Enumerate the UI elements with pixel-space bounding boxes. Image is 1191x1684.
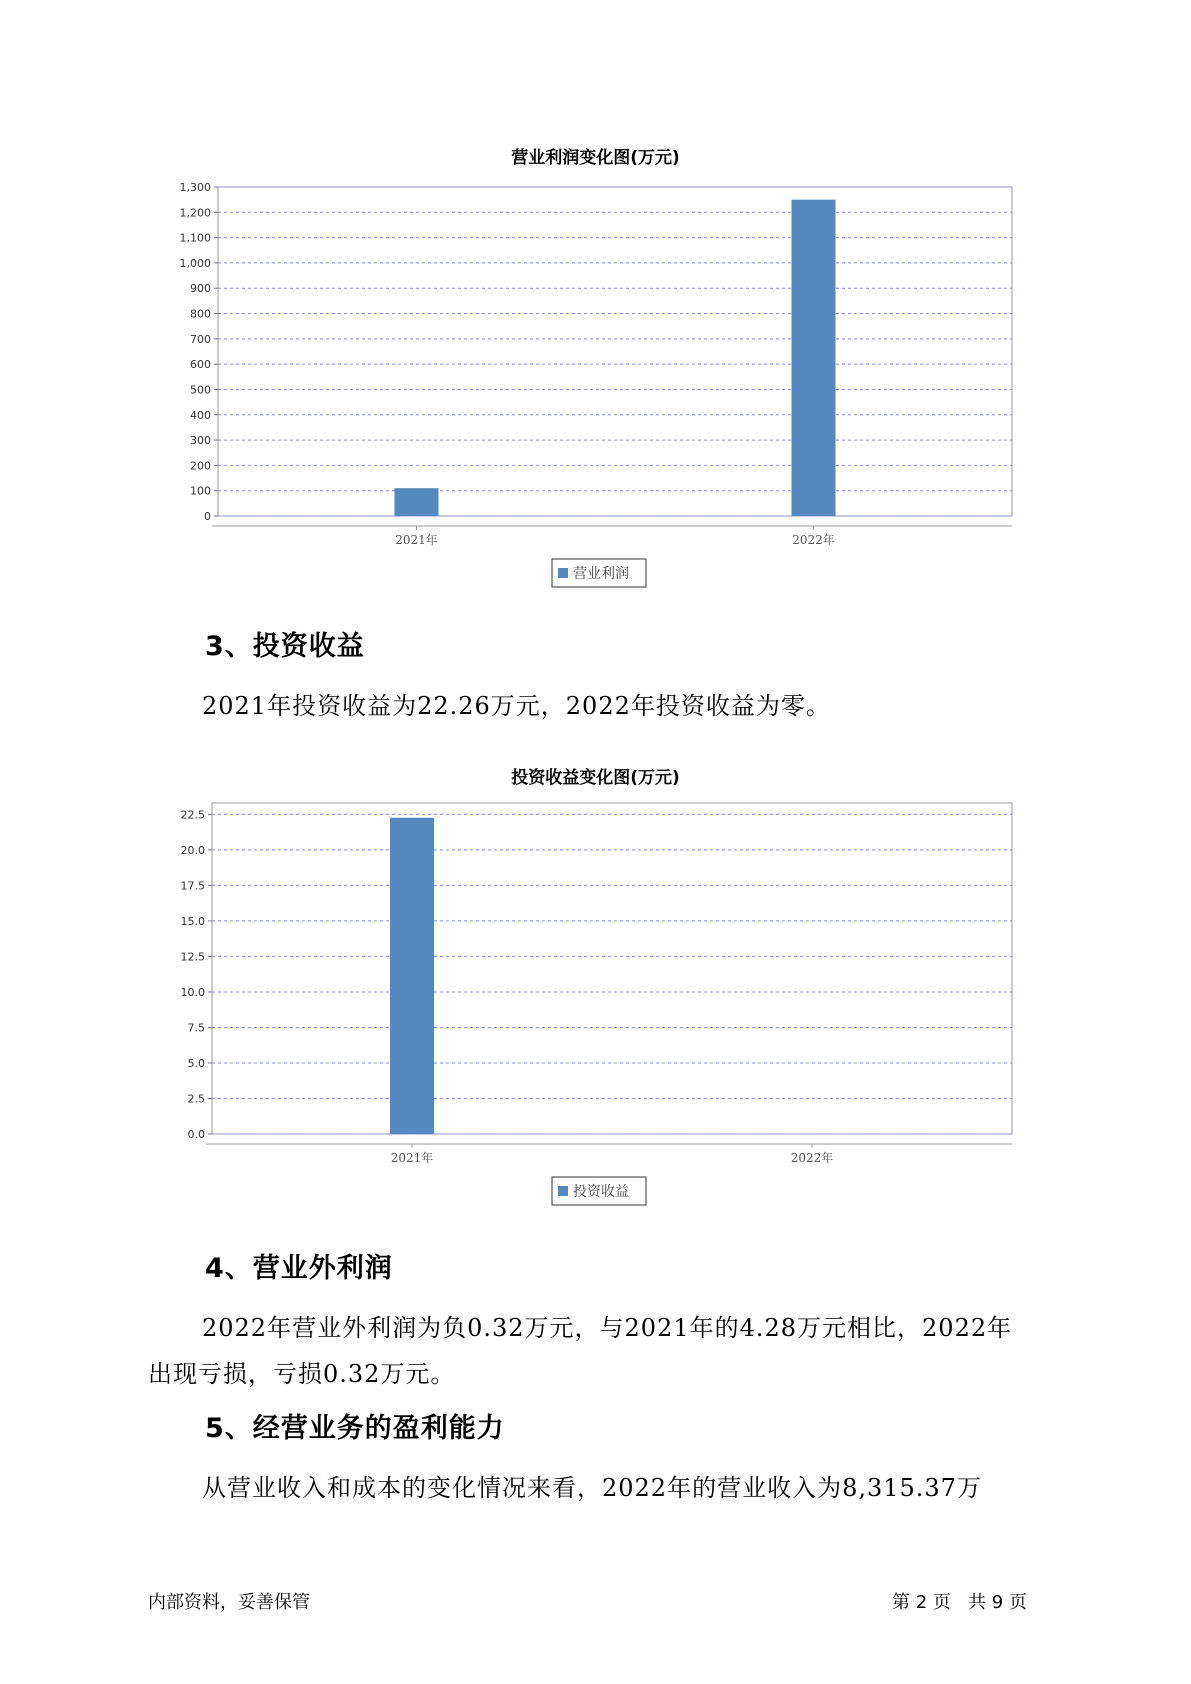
y-tick-label: 15.0	[180, 914, 205, 928]
section3-text: 2021年投资收益为22.26万元，2022年投资收益为零。	[202, 692, 831, 720]
y-tick-label: 100	[190, 484, 211, 498]
section4-heading: 4、营业外利润	[205, 1253, 393, 1284]
y-tick-label: 400	[190, 408, 211, 422]
y-tick-label: 800	[190, 307, 211, 321]
y-tick-label: 10.0	[180, 985, 205, 999]
chart2-title: 投资收益变化图(万元)	[511, 768, 680, 788]
y-tick-label: 0.0	[187, 1128, 205, 1141]
section4-line2: 出现亏损，亏损0.32万元。	[148, 1360, 456, 1388]
section4-line1: 2022年营业外利润为负0.32万元，与2021年的4.28万元相比，2022年	[202, 1314, 1013, 1342]
y-tick-label: 1,100	[179, 231, 211, 245]
y-tick-label: 7.5	[187, 1021, 205, 1035]
x-tick-label: 2021年	[390, 1151, 434, 1165]
bar-2021年	[390, 818, 434, 1134]
section5-line1: 从营业收入和成本的变化情况来看，2022年的营业收入为8,315.37万	[202, 1474, 982, 1502]
x-tick-label: 2022年	[790, 1151, 834, 1165]
x-tick-label: 2022年	[792, 533, 835, 547]
y-tick-label: 900	[190, 282, 211, 296]
y-tick-label: 600	[190, 358, 211, 372]
chart1-title: 营业利润变化图(万元)	[511, 148, 680, 168]
x-tick-label: 2021年	[395, 533, 438, 547]
y-tick-label: 17.5	[180, 879, 205, 893]
y-tick-label: 200	[190, 459, 211, 473]
y-tick-label: 12.5	[180, 950, 205, 964]
legend-label: 投资收益	[573, 1184, 629, 1200]
plot-area	[212, 803, 1012, 1134]
y-tick-label: 1,200	[179, 206, 211, 220]
y-tick-label: 1,000	[179, 256, 211, 270]
y-tick-label: 5.0	[187, 1056, 205, 1070]
y-tick-label: 500	[190, 383, 211, 397]
y-tick-label: 0	[204, 510, 211, 523]
y-tick-label: 20.0	[180, 843, 205, 857]
section3-heading: 3、投资收益	[205, 631, 365, 662]
section5-heading: 5、经营业务的盈利能力	[205, 1413, 505, 1444]
y-tick-label: 300	[190, 434, 211, 448]
footer-page-number: 第 2 页 共 9 页	[892, 1592, 1027, 1613]
legend-swatch	[558, 1186, 568, 1196]
footer-confidential: 内部资料，妥善保管	[148, 1592, 310, 1613]
y-tick-label: 700	[190, 332, 211, 346]
y-tick-label: 2.5	[187, 1092, 205, 1106]
y-tick-label: 22.5	[180, 808, 205, 822]
y-tick-label: 1,300	[179, 181, 211, 194]
legend-label: 营业利润	[573, 566, 629, 582]
